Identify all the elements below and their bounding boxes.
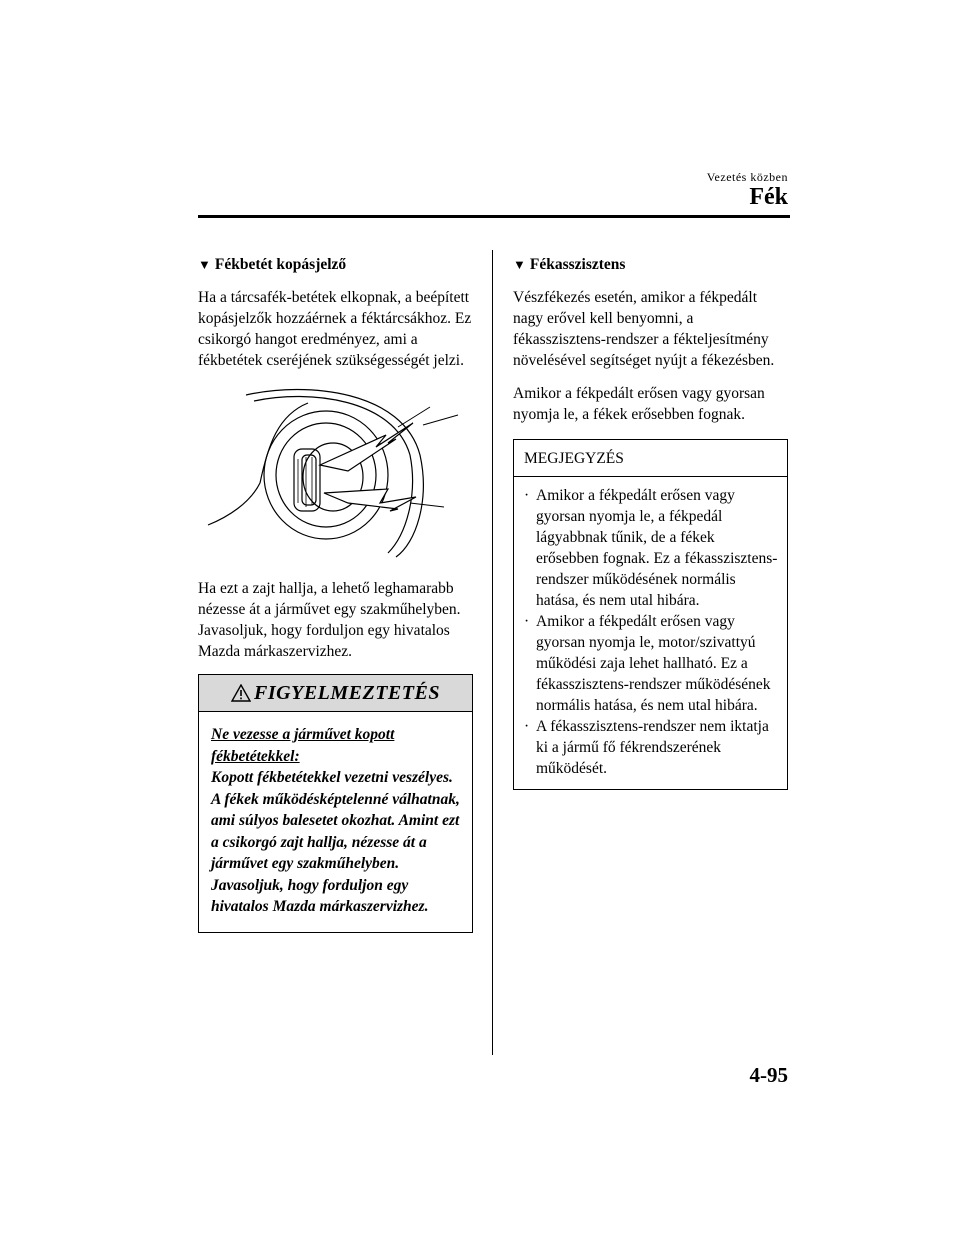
brake-wear-indicator-illustration bbox=[198, 385, 473, 560]
triangle-marker-icon: ▼ bbox=[513, 257, 526, 272]
note-header: MEGJEGYZÉS bbox=[514, 440, 787, 477]
list-item: · A fékasszisztens-rendszer nem iktatja ki a jármű fő fékrendszerének működését. bbox=[524, 718, 769, 777]
list-item: · Amikor a fékpedált erősen vagy gyorsan nyomja le, a fékpedál lágyabbnak tűnik, de a fékek erősebben fognak. Ez a fékasszisztens-rendszer működésének normális hatása, és nem utal hibára. bbox=[524, 487, 778, 609]
triangle-marker-icon: ▼ bbox=[198, 257, 211, 272]
paragraph: Vészfékezés esetén, amikor a fékpedált nagy erővel kell benyomni, a fékasszisztens-rendszer a fékteljesítmény növelésével segítséget nyújt a fékezésben. bbox=[513, 289, 775, 369]
page-title: Fék bbox=[749, 184, 788, 210]
note-box bbox=[513, 439, 788, 790]
warning-text: Kopott fékbetétekkel vezetni veszélyes. A fékek működésképtelenné válhatnak, ami súlyos balesetet okozhat. Amint ezt a csikorgó zajt hallja, nézesse át a járművet egy szakműhelyben. Javasoljuk, hogy forduljon egy hivatalos Mazda márkaszervizhez. bbox=[211, 769, 460, 915]
warning-body bbox=[199, 712, 472, 932]
bullet-icon: · bbox=[524, 718, 530, 735]
note-body bbox=[514, 477, 787, 789]
list-item: · Amikor a fékpedált erősen vagy gyorsan nyomja le, motor/szivattyú működési zaja lehet hallható. Ez a fékasszisztens-rendszer működésének normális hatása, és nem utal hibára. bbox=[524, 613, 771, 714]
header-divider bbox=[198, 215, 790, 218]
warning-lead: Ne vezesse a járművet kopott fékbetétekkel: bbox=[211, 726, 395, 765]
page-number: 4-95 bbox=[749, 1063, 788, 1087]
warning-title: FIGYELMEZTETÉS bbox=[254, 681, 440, 704]
bullet-icon: · bbox=[524, 487, 530, 504]
paragraph: Ha a tárcsafék-betétek elkopnak, a beépített kopásjelzők hozzáérnek a féktárcsákhoz. Ez csikorgó hangot eredményez, ami a fékbetétek cseréjének szükségességét jelzi. bbox=[198, 289, 472, 369]
bullet-icon: · bbox=[524, 613, 530, 630]
left-column bbox=[198, 254, 473, 933]
section-heading-brake-assist: ▼ Fékasszisztens bbox=[513, 256, 626, 273]
warning-triangle-icon bbox=[231, 684, 251, 702]
warning-header bbox=[199, 675, 472, 712]
paragraph: Ha ezt a zajt hallja, a lehető leghamarabb nézesse át a járművet egy szakműhelyben. Javasoljuk, hogy forduljon egy hivatalos Mazda márkaszervizhez. bbox=[198, 580, 461, 660]
right-column bbox=[513, 254, 788, 790]
section-heading-wear-indicator: ▼ Fékbetét kopásjelző bbox=[198, 256, 347, 273]
section-label: Vezetés közben bbox=[706, 170, 788, 184]
paragraph: Amikor a fékpedált erősen vagy gyorsan nyomja le, a fékek erősebben fognak. bbox=[513, 385, 765, 423]
column-divider bbox=[492, 250, 493, 1055]
warning-box bbox=[198, 674, 473, 933]
